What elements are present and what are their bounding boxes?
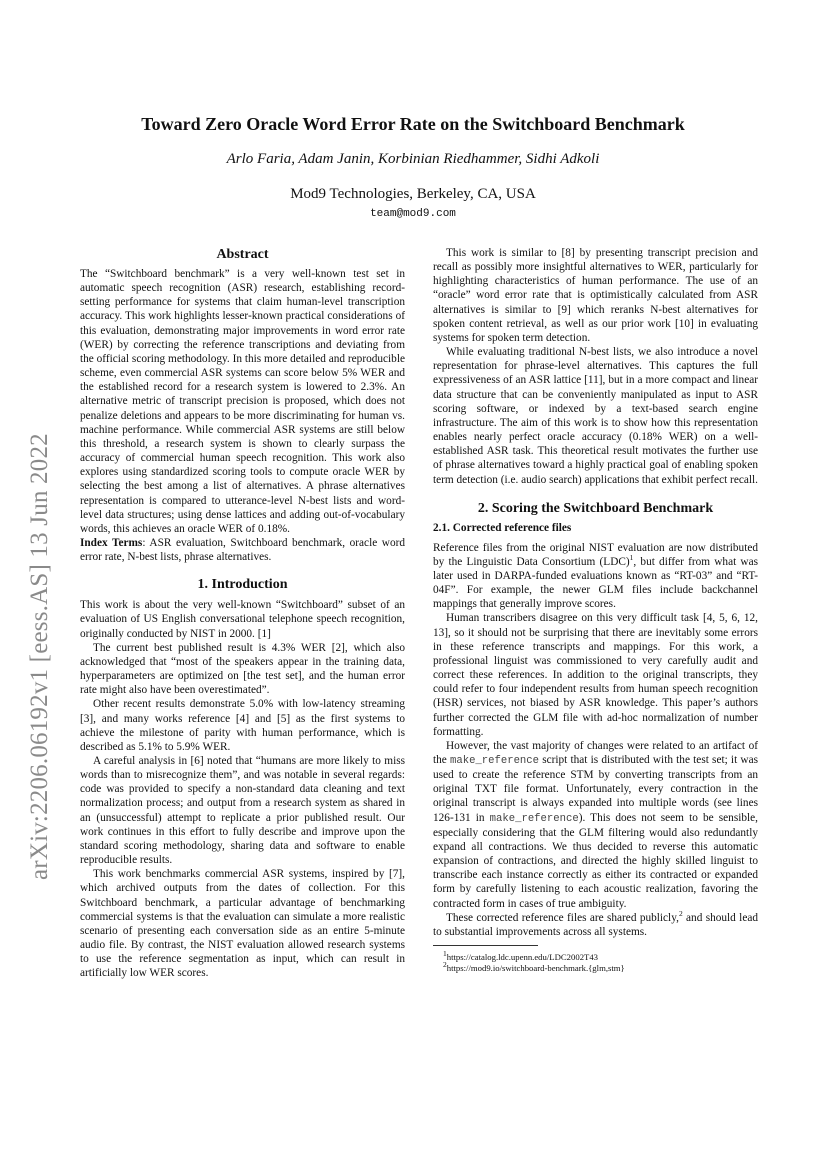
abstract-text: The “Switchboard benchmark” is a very well-known test set in automatic speech recognition (ASR) research, establishing record-setting performance for systems that claim human-level transcription accuracy. This work highlights lesser-known practical considerations of this evaluation, demonstrating major improvements in word error rate (WER) by correcting the reference transcriptions and deviating from the official scoring methodology. In this more detailed and reproducible scheme, even commercial ASR systems can score below 5% WER and the established record for a research system is lowered to 2.3%. An alternative metric of transcript precision is proposed, which does not penalize deletions and appears to be more discriminating for human vs. machine performance. While commercial ASR systems are still below this threshold, a research system is shown to clearly surpass the accuracy of commercial human speech recognition. This work also explores using standardized scoring tools to compute oracle WER by selecting the best among a list of alternatives. A phrase alternatives representation is compared to utterance-level N-best lists and word-level data structures; using dense lattices and adding out-of-vocabulary words, this achieves an oracle WER of 0.18%.: [80, 268, 405, 535]
paper-title: Toward Zero Oracle Word Error Rate on the Switchboard Benchmark: [141, 114, 685, 134]
abstract-heading: Abstract: [216, 247, 269, 262]
index-terms-label: Index Terms: [80, 536, 143, 549]
text-run: Reference files from the original NIST evaluation are now distributed by the Linguistic Data Consortium (LDC): [433, 541, 758, 568]
footnote-divider: [433, 945, 538, 946]
index-terms-text: : ASR evaluation, Switchboard benchmark, oracle word error rate, N-best lists, phrase alternatives.: [80, 536, 406, 564]
contact-email[interactable]: team@mod9.com: [370, 208, 456, 220]
footnote-mark: 1: [443, 949, 447, 959]
affiliation: Mod9 Technologies, Berkeley, CA, USA: [290, 186, 536, 202]
body-paragraph: This work is similar to [8] by presenting transcript precision and recall as possibly more insightful alternatives to WER, particularly for highlighting characteristics of human performance. The use of an “oracle” word error rate that is optimistically calculated from ASR alternatives is similar to [9] which reranks N-best alternatives for spoken content retrieval, as well as our prior work [10] in evaluating systems for spoken term detection.: [433, 247, 758, 344]
text-run: However, the vast majority of changes were related to an artifact of the: [433, 739, 758, 766]
code-make-reference: make_reference: [489, 812, 579, 825]
body-paragraph: [433, 739, 758, 911]
text-run: and should lead to substantial improvements across all systems.: [433, 911, 758, 938]
right-column: [433, 246, 758, 974]
index-terms: [80, 536, 405, 564]
code-make-reference: make_reference: [450, 755, 540, 767]
intro-paragraph: Other recent results demonstrate 5.0% with low-latency streaming [3], and many works reference [4] and [5] as the first systems to achieve the milestone of parity with human performance, which is described as 5.1% to 5.9% WER.: [80, 698, 405, 753]
intro-paragraph: This work is about the very well-known “Switchboard” subset of an evaluation of US English conversational telephone speech recognition, originally conducted by NIST in 2000. [1]: [80, 599, 405, 640]
arxiv-identifier[interactable]: arXiv:2206.06192v1 [eess.AS] 13 Jun 2022: [26, 433, 53, 880]
intro-paragraph: This work benchmarks commercial ASR systems, inspired by [7], which archived outputs from the dates of collection. For this Switchboard benchmark, a particular advantage of benchmarking commercial systems is that the evaluation can simulate a more realistic scenario of presenting each conversation side as an entire 5-minute audio file. By contrast, the NIST evaluation allowed research systems to use the reference segmentation as input, which can result in artificially low WER scores.: [80, 868, 405, 980]
left-column: [80, 246, 405, 981]
subsection-2-1-heading: 2.1. Corrected reference files: [433, 521, 572, 534]
intro-paragraph: A careful analysis in [6] noted that “humans are more likely to miss words than to misrecognize them”, and was notable in several regards: code was provided to specify a non-standard data cleaning and text normalization process; and output from a research system as shared in an (unsuccessful) attempt to replicate a prior published result. Our work continues in this effort to fully describe and improve upon the standard scoring methodology, sharing data and software to enable reproducible results.: [80, 755, 405, 867]
text-run: These corrected reference files are shared publicly,: [446, 911, 679, 924]
section-2-heading: 2. Scoring the Switchboard Benchmark: [477, 500, 714, 516]
body-paragraph: [433, 908, 758, 939]
text-run: , but differ from what was later used in DARPA-funded evaluations known as “RT-03” and “RT-04F”. For example, the newer GLM files include backchannel mappings that generally improve scores.: [433, 555, 758, 611]
author-list: Arlo Faria, Adam Janin, Korbinian Riedhammer, Sidhi Adkoli: [226, 151, 600, 167]
footnote-2: [433, 960, 758, 974]
footnote-link[interactable]: https://mod9.io/switchboard-benchmark.{glm,stm}: [446, 963, 625, 974]
body-paragraph: Human transcribers disagree on this very difficult task [4, 5, 6, 12, 13], so it should not be surprising that there are inevitably some errors in these reference transcripts and mappings. For this work, a professional linguist was commissioned to very carefully audit and correct these references. In addition to the original transcripts, they could refer to four independent results from human speech recognition (HSR) services, not biased by ASR knowledge. This paper’s authors further corrected the GLM file with ad-hoc normalization of number formatting.: [433, 612, 758, 738]
footnote-link[interactable]: https://catalog.ldc.upenn.edu/LDC2002T43: [446, 952, 599, 963]
body-paragraph: While evaluating traditional N-best lists, we also introduce a novel representation for phrase-level alternatives. This captures the full expressiveness of an ASR lattice [11], but in a more compact and linear data structure that can be conveniently manipulated as input to ASR scoring software, or indexed by a text-based search engine infrastructure. The aim of this work is to show how this representation enables nearly perfect oracle accuracy (0.18% WER) on a well-established ASR task. This theoretical result motivates the further use of phrase alternatives toward a highly practical goal of enabling spoken term detection (i.e. audio search) applications that exhibit perfect recall.: [433, 346, 758, 486]
intro-paragraph: The current best published result is 4.3% WER [2], which also acknowledged that “most of the speakers appear in the training data, hyperparameters are optimized on [the test set], and the human error rate might also have been overestimated”.: [80, 641, 405, 697]
intro-heading: 1. Introduction: [197, 577, 288, 593]
footnote-1: [433, 949, 758, 963]
footnote-mark: 2: [443, 960, 447, 970]
body-paragraph: [433, 541, 758, 612]
footnote-ref-2[interactable]: 2: [678, 908, 683, 918]
text-run: ). This does not seem to be sensible, especially considering that the GLM filtering would also redundantly expand all contractions. We thus decided to reverse this automatic expansion of contractions, and directed the highly skilled linguist to transcribe each instance correctly as either its contracted or expanded form by carefully listening to each acoustic realization, favoring the contracted form in cases of true ambiguity.: [433, 811, 758, 910]
footnote-ref-1[interactable]: 1: [629, 553, 634, 563]
text-run: script that is distributed with the test set; it was used to create the reference STM by converting transcripts from an original TXT file format. Unfortunately, every contraction in the original transcript is always expanded into multiple words (see lines 126-131 in: [433, 754, 758, 824]
